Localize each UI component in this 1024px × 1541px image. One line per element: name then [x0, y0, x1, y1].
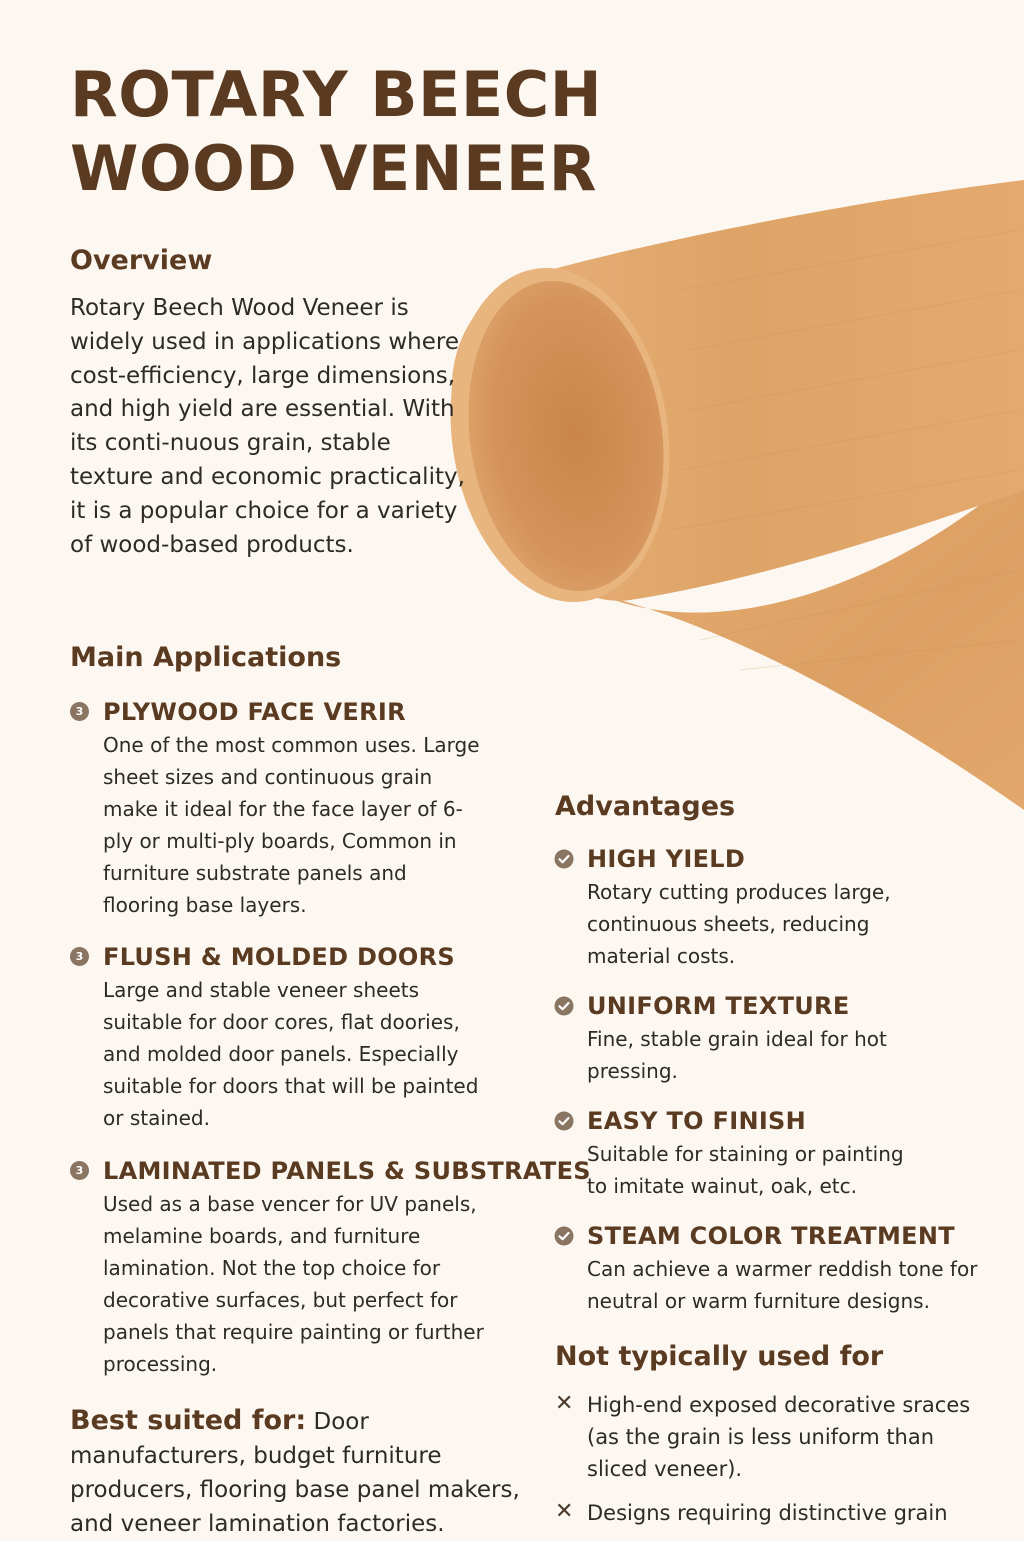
- not-used-item: [555, 1389, 987, 1485]
- check-circle-icon: [554, 1226, 574, 1246]
- veneer-roll-illustration: [440, 170, 1024, 830]
- best-suited-for: [70, 1404, 550, 1541]
- application-item: [75, 697, 483, 921]
- application-title: FLUSH & MOLDED DOORS: [103, 943, 455, 971]
- advantage-desc: Rotary cutting produces large, continuous sheets, reducing material costs.: [587, 880, 891, 968]
- application-desc: One of the most common uses. Large sheet sizes and continuous grain make it ideal for the face layer of 6-ply or multi-ply boards, Common in furniture substrate panels and flooring base layers.: [103, 733, 480, 917]
- advantage-desc: Can achieve a warmer reddish tone for neutral or warm furniture designs.: [587, 1257, 978, 1313]
- not-used-text: Designs requiring distinctive grain: [587, 1501, 948, 1525]
- advantage-item: [587, 844, 917, 972]
- x-mark-icon: ✕: [555, 1499, 574, 1524]
- page-title: [70, 58, 602, 206]
- advantage-title: STEAM COLOR TREATMENT: [587, 1222, 955, 1250]
- advantage-desc: Fine, stable grain ideal for hot pressing.: [587, 1027, 887, 1083]
- overview-body: Rotary Beech Wood Veneer is widely used in applications where cost-efficiency, large dimensions, and high yield are essential. With its conti-nuous grain, stable texture and economic practicality, it is a popular choice for a variety of wood-based products.: [70, 295, 465, 558]
- applications-heading: Main Applications: [70, 642, 342, 673]
- application-title: PLYWOOD FACE VERIR: [103, 698, 406, 726]
- check-circle-icon: [554, 996, 574, 1016]
- overview-heading: Overview: [70, 245, 213, 276]
- title-line-1: ROTARY BEECH: [70, 58, 603, 131]
- check-circle-icon: [554, 849, 574, 869]
- best-suited-label: Best suited for:: [70, 1405, 307, 1436]
- advantage-item: [587, 991, 917, 1087]
- not-used-heading: Not typically used for: [555, 1341, 884, 1372]
- x-mark-icon: ✕: [555, 1391, 574, 1416]
- numbered-circle-icon: 3: [70, 947, 89, 966]
- best-suited-text: Door manufacturers, budget furniture producers, flooring base panel makers, and veneer lamination factories.: [70, 1409, 520, 1537]
- advantage-desc: Suitable for staining or painting to imitate wainut, oak, etc.: [587, 1142, 904, 1198]
- advantages-heading: Advantages: [555, 791, 736, 822]
- advantage-title: EASY TO FINISH: [587, 1107, 807, 1135]
- application-title: LAMINATED PANELS & SUBSTRATES: [103, 1157, 591, 1185]
- advantage-title: UNIFORM TEXTURE: [587, 992, 850, 1020]
- application-desc: Large and stable veneer sheets suitable for door cores, flat doories, and molded door panels. Especially suitable for doors that will be painted or stained.: [103, 978, 479, 1130]
- advantage-title: HIGH YIELD: [587, 845, 746, 873]
- advantage-item: [587, 1106, 917, 1202]
- numbered-circle-icon: 3: [70, 702, 89, 721]
- application-desc: Used as a base vencer for UV panels, melamine boards, and furniture lamination. Not the top choice for decorative surfaces, but perfect for panels that require painting or further processing.: [103, 1192, 484, 1376]
- application-item: [75, 1156, 591, 1380]
- check-circle-icon: [554, 1111, 574, 1131]
- not-used-text: High-end exposed decorative sraces (as the grain is less uniform than sliced veneer).: [587, 1393, 971, 1481]
- advantage-item: [587, 1221, 987, 1317]
- title-line-2: WOOD VENEER: [70, 132, 598, 205]
- not-used-item: [555, 1497, 987, 1529]
- application-item: [75, 942, 483, 1134]
- numbered-circle-icon: 3: [70, 1161, 89, 1180]
